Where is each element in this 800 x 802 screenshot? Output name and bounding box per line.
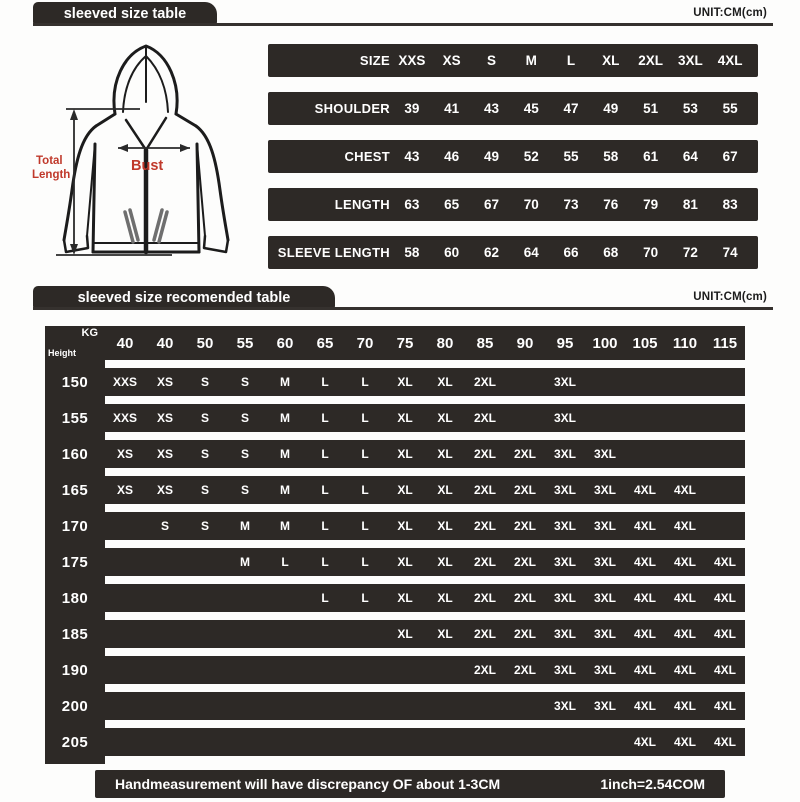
size-cell: 3XL	[553, 411, 576, 425]
right-pocket	[154, 210, 167, 242]
divider-line-2	[33, 307, 773, 310]
size-cell: XS	[156, 483, 173, 497]
size-cell: 2XL	[473, 447, 496, 461]
size-value-cell: 51	[643, 101, 659, 116]
size-value-cell: 62	[483, 245, 499, 260]
size-cell: 3XL	[593, 483, 616, 497]
size-cell: 2XL	[513, 555, 536, 569]
size-cell: 3XL	[553, 447, 576, 461]
size-row-bar	[105, 656, 745, 684]
size-value-cell: 64	[682, 149, 698, 164]
size-cell: L	[361, 411, 369, 425]
size-row-bar	[105, 728, 745, 756]
table-row	[45, 728, 745, 756]
size-cell: S	[200, 375, 209, 389]
size-cell: XL	[437, 375, 453, 389]
height-cell: 190	[61, 661, 89, 679]
weight-cell: 110	[672, 334, 698, 352]
size-row-bar	[105, 440, 745, 468]
measurement-table	[268, 44, 758, 284]
right-cuff	[204, 236, 228, 252]
size-value-cell: S	[486, 53, 496, 68]
size-cell: 4XL	[673, 555, 696, 569]
height-cell: 200	[61, 697, 89, 715]
hoodie-diagram	[22, 40, 270, 280]
size-cell: 4XL	[633, 699, 656, 713]
weight-cell: 40	[156, 334, 174, 352]
size-value-cell: 70	[523, 197, 539, 212]
size-cell: 3XL	[553, 375, 576, 389]
size-cell: M	[280, 447, 290, 461]
size-cell: S	[200, 447, 209, 461]
table-row	[45, 692, 745, 720]
size-cell: 2XL	[473, 591, 496, 605]
size-value-cell: 52	[523, 149, 539, 164]
weight-cell: 95	[556, 334, 574, 352]
size-cell: XS	[116, 483, 133, 497]
height-label: Height	[48, 348, 76, 358]
size-cell: XL	[397, 447, 413, 461]
size-value-cell: 43	[483, 101, 499, 116]
size-row-bar	[105, 476, 745, 504]
size-cell: S	[240, 411, 249, 425]
size-cell: L	[321, 591, 329, 605]
row-label: CHEST	[344, 149, 390, 164]
size-cell: L	[361, 375, 369, 389]
table-row	[45, 512, 745, 540]
size-cell: 4XL	[633, 483, 656, 497]
row-label: SIZE	[359, 53, 390, 68]
size-value-cell: 58	[603, 149, 619, 164]
weight-cell: 40	[116, 334, 134, 352]
recommendation-table	[45, 326, 745, 764]
size-value-cell: 53	[682, 101, 698, 116]
table-row	[45, 440, 745, 468]
size-cell: XS	[156, 447, 173, 461]
table2-title-bar	[33, 286, 335, 309]
size-cell: M	[240, 555, 250, 569]
size-value-cell: 81	[682, 197, 698, 212]
measurement-row	[268, 236, 758, 269]
size-cell: 2XL	[473, 375, 496, 389]
size-row-bar	[105, 692, 745, 720]
unit-label-1: UNIT:CM(cm)	[693, 7, 767, 19]
arrowhead-up	[70, 109, 78, 120]
size-cell: XL	[397, 519, 413, 533]
size-value-cell: 60	[444, 245, 460, 260]
size-row-bar	[105, 512, 745, 540]
total-length-label-line1: Total	[36, 155, 63, 167]
size-cell: M	[280, 411, 290, 425]
size-cell: XL	[397, 627, 413, 641]
size-cell: XL	[437, 447, 453, 461]
size-cell: XL	[397, 375, 413, 389]
measurement-row	[268, 44, 758, 77]
size-value-cell: 65	[444, 197, 460, 212]
height-cell: 205	[61, 733, 89, 751]
size-cell: 4XL	[673, 519, 696, 533]
size-value-cell: 43	[404, 149, 420, 164]
height-cell: 175	[61, 553, 89, 571]
size-cell: 2XL	[473, 519, 496, 533]
size-value-cell: 83	[722, 197, 738, 212]
size-cell: 2XL	[513, 519, 536, 533]
size-cell: L	[281, 555, 289, 569]
size-cell: 2XL	[473, 663, 496, 677]
size-cell: 3XL	[553, 483, 576, 497]
size-row-bar	[105, 584, 745, 612]
size-cell: 4XL	[673, 663, 696, 677]
size-cell: XS	[116, 447, 133, 461]
weight-header-cells	[105, 326, 745, 360]
size-cell: M	[280, 375, 290, 389]
size-value-cell: XXS	[398, 53, 426, 68]
size-cell: 2XL	[513, 483, 536, 497]
size-cell: L	[321, 375, 329, 389]
size-cell: 2XL	[513, 663, 536, 677]
size-value-cell: 45	[523, 101, 539, 116]
size-value-cell: 66	[563, 245, 579, 260]
size-cell: 3XL	[593, 555, 616, 569]
size-cell: XL	[437, 627, 453, 641]
arrowhead-left	[118, 144, 128, 152]
size-cell: L	[321, 519, 329, 533]
size-value-cell: 49	[603, 101, 619, 116]
footer-note: Handmeasurement will have discrepancy OF about 1-3CM	[115, 776, 501, 792]
size-cell: XL	[397, 483, 413, 497]
size-cell: 3XL	[553, 555, 576, 569]
size-cell: L	[321, 555, 329, 569]
size-cell: 3XL	[593, 627, 616, 641]
size-value-cell: 70	[643, 245, 659, 260]
size-value-cell: 76	[603, 197, 619, 212]
table-row	[45, 656, 745, 684]
weight-cell: 100	[592, 334, 618, 352]
size-value-cell: 67	[483, 197, 499, 212]
weight-cell: 80	[436, 334, 454, 352]
size-cell: 2XL	[513, 591, 536, 605]
size-cell: 4XL	[673, 627, 696, 641]
table-row	[45, 620, 745, 648]
size-value-cell: 4XL	[717, 53, 743, 68]
size-cell: 2XL	[473, 411, 496, 425]
row-label: SLEEVE LENGTH	[277, 245, 390, 260]
weight-cell: 115	[712, 334, 738, 352]
size-cell: 4XL	[713, 591, 736, 605]
size-value-cell: 41	[444, 101, 460, 116]
size-cell: 4XL	[633, 663, 656, 677]
height-cell: 180	[61, 589, 89, 607]
size-row-bar	[105, 368, 745, 396]
size-cell: S	[200, 519, 209, 533]
size-cell: XL	[397, 555, 413, 569]
size-cell: M	[280, 519, 290, 533]
size-cell: L	[361, 447, 369, 461]
size-value-cell: 55	[563, 149, 579, 164]
size-value-cell: 47	[563, 101, 579, 116]
row-label: SHOULDER	[314, 101, 390, 116]
size-value-cell: 64	[523, 245, 539, 260]
size-value-cell: XL	[602, 53, 620, 68]
size-cell: XL	[437, 519, 453, 533]
divider-line-1	[33, 23, 773, 26]
size-cell: 3XL	[553, 699, 576, 713]
size-cell: XL	[437, 591, 453, 605]
size-cell: S	[200, 483, 209, 497]
size-cell: XL	[437, 483, 453, 497]
left-pocket	[125, 210, 138, 242]
weight-cell: 105	[632, 334, 658, 352]
row-label: LENGTH	[334, 197, 390, 212]
table-row	[45, 404, 745, 432]
size-cell: S	[200, 411, 209, 425]
weight-cell: 75	[396, 334, 414, 352]
size-value-cell: 58	[404, 245, 420, 260]
size-cell: 4XL	[713, 555, 736, 569]
size-cell: XS	[156, 411, 173, 425]
bust-label: Bust	[131, 158, 164, 174]
size-cell: XL	[437, 555, 453, 569]
size-cell: XS	[156, 375, 173, 389]
size-value-cell: 73	[563, 197, 579, 212]
size-cell: L	[321, 447, 329, 461]
size-value-cell: M	[525, 53, 537, 68]
size-cell: 2XL	[473, 483, 496, 497]
size-cell: 2XL	[473, 627, 496, 641]
table1-title: sleeved size table	[63, 5, 187, 22]
table-row	[45, 368, 745, 396]
size-cell: 4XL	[713, 699, 736, 713]
weight-header-row	[45, 326, 745, 360]
size-cell: 3XL	[593, 519, 616, 533]
size-cell: 4XL	[633, 627, 656, 641]
size-cell: 3XL	[553, 591, 576, 605]
size-cell: 2XL	[513, 447, 536, 461]
height-cell: 155	[61, 409, 89, 427]
height-cell: 150	[61, 373, 89, 391]
size-value-cell: 49	[483, 149, 499, 164]
footer-conversion: 1inch=2.54COM	[600, 776, 705, 792]
height-cell: 160	[61, 445, 89, 463]
size-cell: 3XL	[553, 519, 576, 533]
weight-cell: 50	[196, 334, 214, 352]
weight-cell: 90	[516, 334, 534, 352]
weight-cell: 65	[316, 334, 334, 352]
size-value-cell: 61	[643, 149, 659, 164]
size-cell: 4XL	[673, 591, 696, 605]
arrowhead-right	[180, 144, 190, 152]
size-value-cell: 68	[603, 245, 619, 260]
size-value-cell: L	[566, 53, 576, 68]
size-cell: 3XL	[593, 699, 616, 713]
size-cell: S	[240, 483, 249, 497]
size-cell: M	[280, 483, 290, 497]
size-cell: 3XL	[593, 447, 616, 461]
size-cell: L	[321, 411, 329, 425]
footer-note-bar	[95, 770, 725, 798]
size-value-cell: 63	[404, 197, 420, 212]
size-cell: 4XL	[713, 663, 736, 677]
table-row	[45, 548, 745, 576]
size-value-cell: 72	[682, 245, 698, 260]
measurement-row	[268, 140, 758, 173]
collar-v	[126, 118, 166, 150]
table2-title: sleeved size recomended table	[77, 289, 291, 306]
height-cell: 185	[61, 625, 89, 643]
kg-label: KG	[81, 327, 98, 339]
size-cell: XL	[397, 591, 413, 605]
size-cell: 3XL	[593, 663, 616, 677]
size-cell: 3XL	[593, 591, 616, 605]
size-cell: S	[160, 519, 169, 533]
size-cell: 4XL	[633, 591, 656, 605]
size-cell: XXS	[112, 375, 137, 389]
total-length-label-line2: Length	[32, 169, 71, 181]
size-cell: 2XL	[473, 555, 496, 569]
size-value-cell: XS	[442, 53, 461, 68]
size-value-cell: 74	[722, 245, 738, 260]
size-cell: 4XL	[633, 555, 656, 569]
size-value-cell: 67	[722, 149, 738, 164]
size-cell: L	[361, 555, 369, 569]
size-value-cell: 39	[404, 101, 420, 116]
table-row	[45, 476, 745, 504]
weight-cell: 70	[356, 334, 374, 352]
size-cell: 4XL	[673, 483, 696, 497]
table-row	[45, 584, 745, 612]
size-row-bar	[105, 620, 745, 648]
height-cell: 170	[61, 517, 89, 535]
size-cell: S	[240, 375, 249, 389]
size-value-cell: 2XL	[638, 53, 663, 68]
size-cell: L	[361, 519, 369, 533]
size-cell: XL	[397, 411, 413, 425]
size-cell: 4XL	[673, 699, 696, 713]
shoulder-lines	[96, 114, 196, 126]
size-cell: XL	[437, 411, 453, 425]
measurement-row	[268, 188, 758, 221]
height-cell: 165	[61, 481, 89, 499]
size-cell: 4XL	[673, 735, 696, 749]
size-cell: 4XL	[713, 735, 736, 749]
size-cell: L	[361, 483, 369, 497]
size-value-cell: 79	[643, 197, 659, 212]
size-cell: L	[361, 591, 369, 605]
weight-cell: 85	[476, 334, 494, 352]
size-cell: L	[321, 483, 329, 497]
size-cell: 4XL	[633, 519, 656, 533]
size-value-cell: 46	[444, 149, 460, 164]
size-cell: XXS	[112, 411, 137, 425]
size-cell: 3XL	[553, 663, 576, 677]
weight-cell: 55	[236, 334, 254, 352]
size-cell: S	[240, 447, 249, 461]
measurement-row	[268, 92, 758, 125]
size-cell: 4XL	[633, 735, 656, 749]
size-cell: 3XL	[553, 627, 576, 641]
size-cell: 4XL	[713, 627, 736, 641]
kg-height-corner-cell	[45, 326, 105, 360]
size-row-bar	[105, 548, 745, 576]
size-cell: 2XL	[513, 627, 536, 641]
unit-label-2: UNIT:CM(cm)	[693, 291, 767, 303]
size-value-cell: 3XL	[677, 53, 703, 68]
size-row-bar	[105, 404, 745, 432]
table1-title-bar	[33, 2, 217, 25]
size-cell: M	[240, 519, 250, 533]
size-value-cell: 55	[722, 101, 738, 116]
weight-cell: 60	[276, 334, 294, 352]
